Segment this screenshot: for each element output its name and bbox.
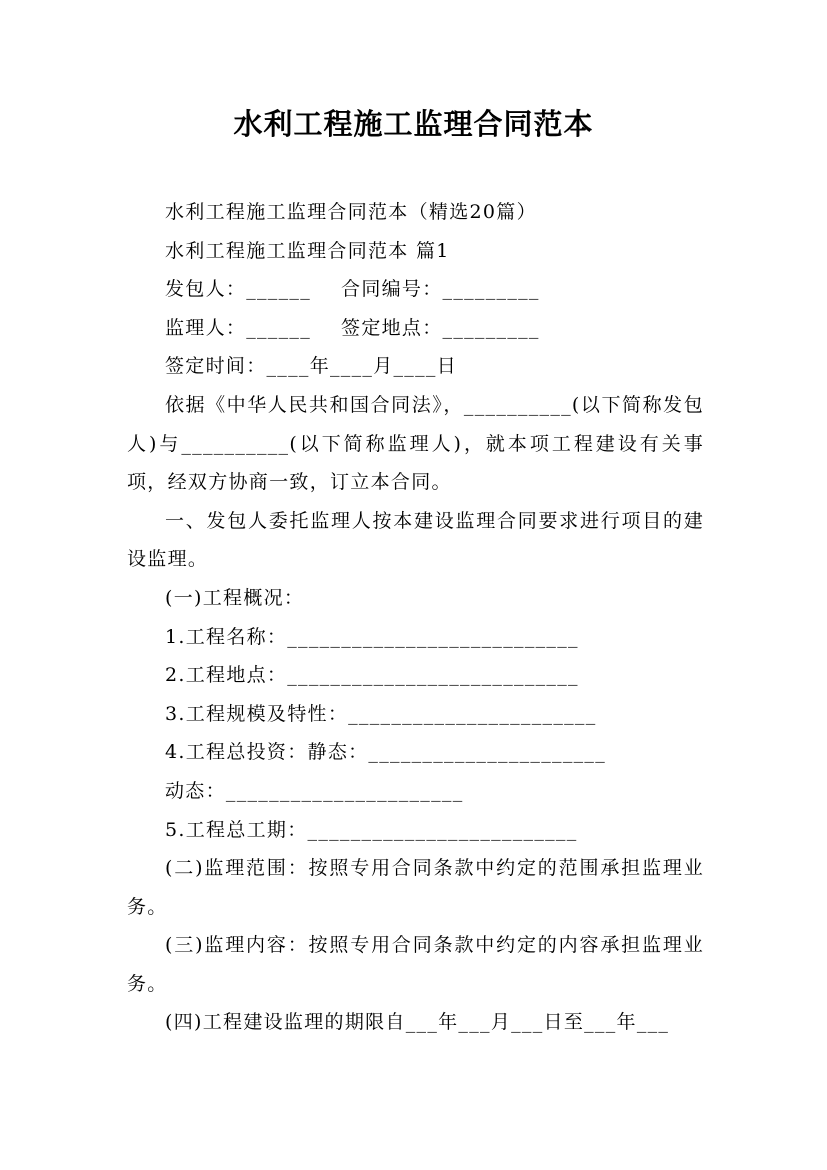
supervision-period-line: (四)工程建设监理的期限自___年___月___日至___年___ [165, 1011, 670, 1034]
project-scale-line: 3.工程规模及特性：_______________________ [165, 702, 597, 725]
section-heading: 水利工程施工监理合同范本 篇1 [165, 239, 450, 262]
party-a-line [127, 270, 704, 309]
supervision-scope-paragraph: (二)监理范围：按照专用合同条款中约定的范围承担监理业务。 [127, 857, 704, 918]
project-location-line: 2.工程地点：___________________________ [165, 664, 579, 687]
party-b-line [127, 309, 704, 348]
sign-time-line: 签定时间：____年____月____日 [165, 355, 458, 378]
subtitle-line: 水利工程施工监理合同范本（精选20篇） [165, 201, 537, 223]
contract-number-field: 合同编号：_________ [341, 278, 540, 301]
party-b-field: 监理人：______ [165, 316, 312, 339]
basis-paragraph: 依据《中华人民共和国合同法》，__________(以下简称发包人)与__________(以下简称监理人)，就本项工程建设有关事项，经双方协商一致，订立本合同。 [127, 393, 704, 494]
document-title: 水利工程施工监理合同范本 [233, 107, 594, 141]
supervision-content-paragraph: (三)监理内容：按照专用合同条款中约定的内容承担监理业务。 [127, 934, 704, 995]
overview-heading: (一)工程概况： [165, 586, 305, 609]
sign-place-field: 签定地点：_________ [341, 316, 540, 339]
project-name-line: 1.工程名称：___________________________ [165, 625, 579, 648]
project-duration-line: 5.工程总工期：_________________________ [165, 818, 578, 841]
document-body [127, 193, 704, 1042]
project-investment-static-line: 4.工程总投资：静态：______________________ [165, 741, 607, 764]
clause-one-paragraph: 一、发包人委托监理人按本建设监理合同要求进行项目的建设监理。 [127, 509, 704, 571]
project-investment-dynamic-line: 动态：______________________ [165, 779, 464, 802]
party-a-field: 发包人：______ [165, 278, 312, 301]
